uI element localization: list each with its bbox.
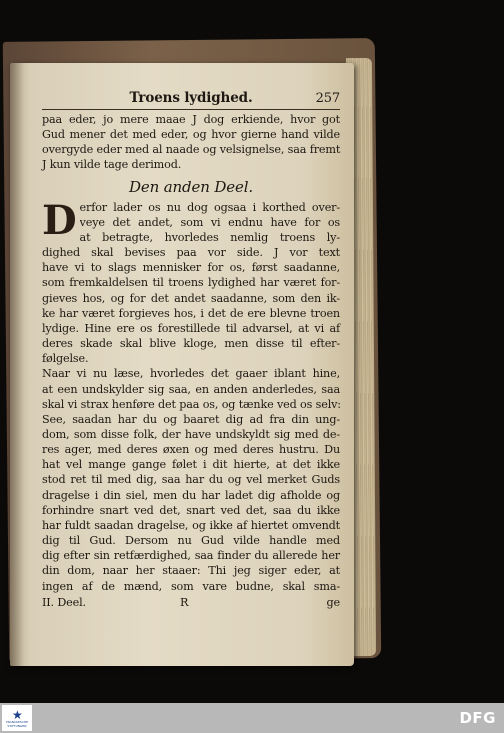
sun-emblem-icon: ★ xyxy=(12,708,23,722)
running-title: Troens lydighed. xyxy=(129,90,253,106)
text-line: res ager, med deres øxen og med deres hustru. Du xyxy=(42,443,340,457)
text-line: overgyde eder med al naade og velsignelse, saa fremt xyxy=(42,143,341,157)
section-heading: Den anden Deel. xyxy=(129,177,253,196)
text-line: dragelse i din siel, men du har ladet dig afholde og xyxy=(42,488,340,502)
text-line: dom, som disse folk, der have undskyldt sig med de- xyxy=(42,427,340,441)
text-line: skal vi strax henføre det paa os, og tænke ved os selv: xyxy=(42,397,341,411)
text-line: See, saadan har du og baaret dig ad fra din ung- xyxy=(42,412,340,426)
running-header xyxy=(42,91,340,110)
signature-line: II. Deel. xyxy=(42,595,86,609)
text-line: dig til Gud. Dersom nu Gud vilde handle med xyxy=(42,534,340,548)
drop-initial: D xyxy=(42,196,77,244)
text-line: dig efter sin retfærdighed, saa finder du allerede her xyxy=(42,549,340,563)
text-line: dighed skal bevises paa vor side. J vor text xyxy=(42,246,340,260)
text-line: som fremkaldelsen til troens lydighed har været for- xyxy=(42,276,340,290)
text-line: ingen af de mænd, som vare budne, skal sma- xyxy=(42,579,340,593)
text-line: gieves hos, og for det andet saadanne, som den ik- xyxy=(42,291,340,305)
francke-logo[interactable] xyxy=(2,705,32,731)
text-line: forhindre snart ved det, snart ved det, saa du ikke xyxy=(42,503,340,517)
text-line: lydige. Hine ere os forestillede til advarsel, at vi af xyxy=(42,321,340,335)
text-line: ke har været forgieves hos, i det de ere blevne troen xyxy=(42,306,340,320)
logo-caption: FRANCKESCHE STIFTUNGEN xyxy=(5,720,29,728)
paragraph-3 xyxy=(42,366,340,593)
paragraph-1 xyxy=(42,112,340,173)
text-line: at betragte, hvorledes nemlig troens ly- xyxy=(79,230,340,244)
text-line: have vi to slags mennisker for os, først saadanne, xyxy=(42,261,340,275)
page-text xyxy=(42,91,340,611)
dfg-logo[interactable]: DFG xyxy=(459,709,496,727)
book-page xyxy=(10,63,354,666)
text-line: deres skade skal blive kloge, men disse til efter- xyxy=(42,337,340,351)
text-line: Gud mener det med eder, og hvor gierne hand vilde xyxy=(42,128,340,142)
text-line: hat vel mange gange følet i dit hierte, at det ikke xyxy=(42,458,340,472)
text-line: følgelse. xyxy=(42,352,89,366)
text-line: veye det andet, som vi endnu have for os xyxy=(79,215,340,229)
text-line: paa eder, jo mere maae J dog erkiende, hvor got xyxy=(42,113,340,126)
page-number: 257 xyxy=(315,91,340,106)
page-footer xyxy=(42,595,340,611)
signature-mark: R xyxy=(180,595,189,609)
paragraph-2 xyxy=(42,196,340,367)
text-line: Naar vi nu læse, hvorledes det gaaer iblant hine, xyxy=(42,367,340,381)
text-line: din dom, naar her staaer: Thi jeg siger eder, at xyxy=(42,564,340,578)
bottom-bar xyxy=(0,703,504,733)
catchword: ge xyxy=(326,595,340,609)
text-line: stod ret til med dig, saa har du og vel merket Guds xyxy=(42,473,340,487)
text-line: J kun vilde tage derimod. xyxy=(42,158,182,172)
text-line: har fuldt saadan dragelse, og ikke af hiertet omvendt xyxy=(42,518,340,532)
page-gutter xyxy=(10,63,24,666)
text-line: erfor lader os nu dog ogsaa i korthed over- xyxy=(79,200,340,214)
text-line: at een undskylder sig saa, en anden anderledes, saa xyxy=(42,382,340,396)
